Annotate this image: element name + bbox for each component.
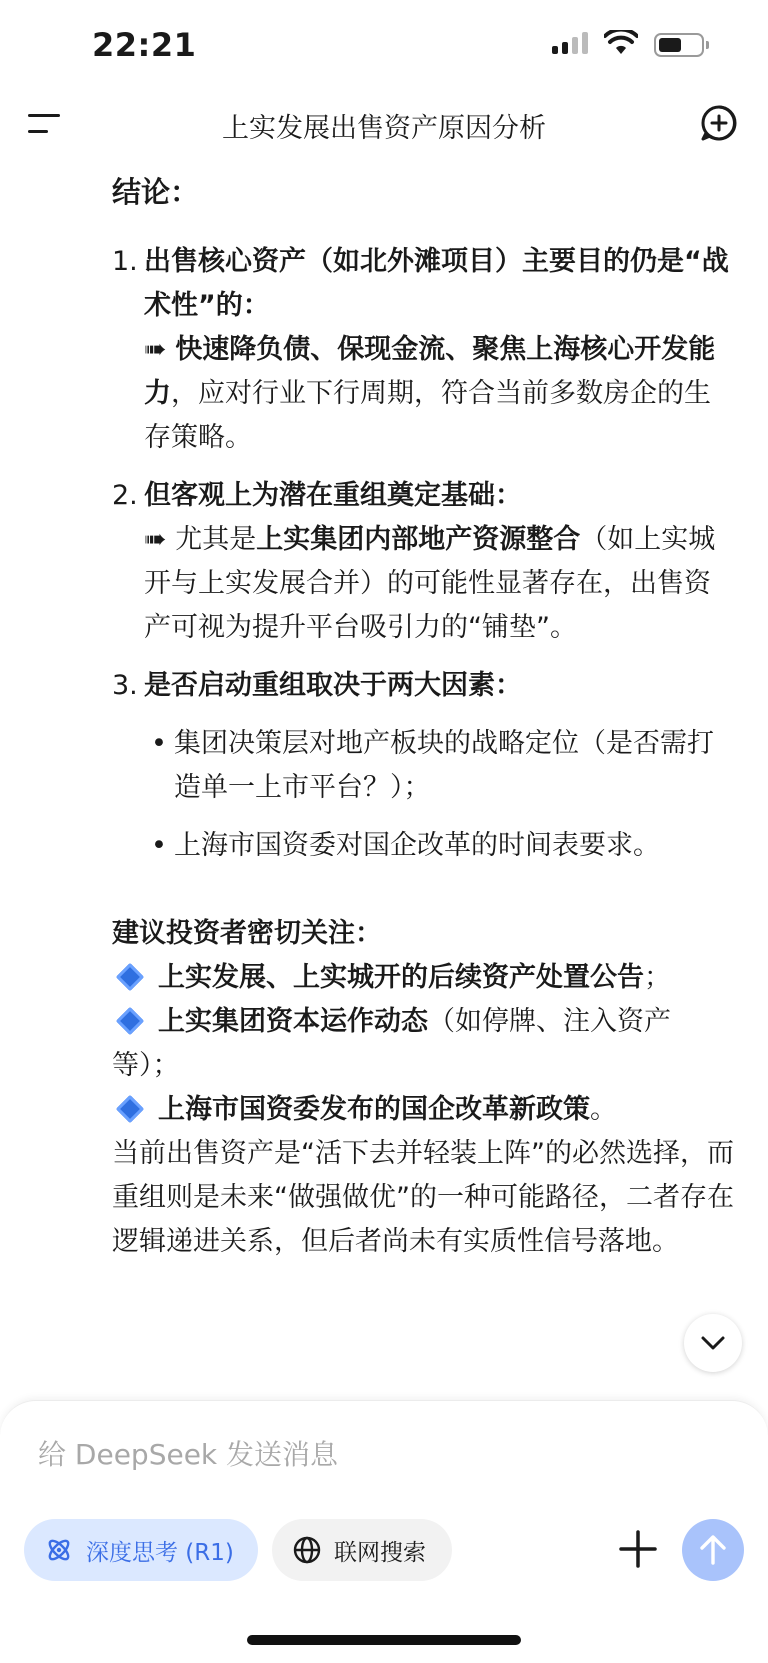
list-item <box>112 474 734 650</box>
status-bar <box>0 0 768 92</box>
bullet-list <box>144 722 734 868</box>
suggestion-heading: 建议投资者密切关注： <box>112 918 382 949</box>
list-item <box>112 240 734 460</box>
chat-header <box>0 92 768 158</box>
item-bold-text: 快速降负债、保现金流、聚焦上海核心开发能力 <box>144 334 716 409</box>
list-number: 3. <box>112 670 138 701</box>
item-title: 出售核心资产（如北外滩项目）主要目的仍是“战术性”的： <box>144 246 729 321</box>
bullet-item: • 集团决策层对地产板块的战略定位（是否需打造单一上市平台？）； <box>151 728 714 803</box>
deep-think-toggle[interactable] <box>24 1519 258 1581</box>
suggestion-item: 上海市国资委发布的国企改革新政策 <box>158 1094 590 1125</box>
list-number: 2. <box>112 480 138 511</box>
status-time: 22:21 <box>92 26 197 64</box>
composer <box>0 1400 768 1663</box>
diamond-icon <box>116 963 144 991</box>
summary-text: 当前出售资产是“活下去并轻装上阵”的必然选择，而重组则是未来“做强做优”的一种可能路径，二者存在逻辑递进关系，但后者尚未有实质性信号落地。 <box>112 1138 734 1257</box>
battery-icon <box>654 33 704 57</box>
diamond-icon <box>116 1095 144 1123</box>
deep-think-label: 深度思考 (R1) <box>86 1539 234 1566</box>
suggestion-item-tail: （如停牌、注入资产等）； <box>112 1006 671 1081</box>
item-text: ，应对行业下行周期，符合当前多数房企的生存策略。 <box>144 378 711 453</box>
web-search-toggle[interactable] <box>272 1519 452 1581</box>
suggestion-section <box>112 912 734 1264</box>
item-text: 尤其是 <box>166 524 257 555</box>
item-text: （如上实城开与上实发展合并）的可能性显著存在，出售资产可视为提升平台吸引力的“铺垫”。 <box>144 524 716 643</box>
cellular-signal-icon <box>552 32 588 54</box>
suggestion-item: 上实集团资本运作动态 <box>158 1006 428 1037</box>
item-title: 是否启动重组取决于两大因素： <box>144 670 522 701</box>
arrow-icon: ➠ <box>144 334 167 365</box>
assistant-message <box>112 170 734 1264</box>
web-search-label: 联网搜索 <box>334 1539 426 1566</box>
chevron-down-icon <box>700 1335 726 1351</box>
page-title: 上实发展出售资产原因分析 <box>222 113 546 144</box>
wifi-icon <box>604 30 638 56</box>
item-bold-text: 上实集团内部地产资源整合 <box>256 524 581 555</box>
item-title: 但客观上为潜在重组奠定基础： <box>144 480 522 511</box>
add-attachment-button[interactable] <box>618 1529 658 1569</box>
list-number: 1. <box>112 246 138 277</box>
suggestion-item-tail: 。 <box>590 1094 617 1125</box>
bullet-item: • 上海市国资委对国企改革的时间表要求。 <box>151 830 660 861</box>
diamond-icon <box>116 1007 144 1035</box>
globe-icon <box>292 1535 322 1565</box>
arrow-icon: ➠ <box>144 524 167 555</box>
atom-icon <box>44 1535 74 1565</box>
scroll-to-bottom-button[interactable] <box>684 1314 742 1372</box>
send-button[interactable] <box>682 1519 744 1581</box>
list-item <box>112 664 734 882</box>
suggestion-item: 上实发展、上实城开的后续资产处置公告 <box>158 962 644 993</box>
arrow-up-icon <box>698 1534 728 1566</box>
conclusion-heading: 结论： <box>112 175 200 209</box>
suggestion-item-tail: ； <box>644 962 671 993</box>
message-input[interactable] <box>36 1437 600 1472</box>
new-chat-button[interactable] <box>700 104 738 142</box>
home-indicator <box>247 1635 521 1645</box>
